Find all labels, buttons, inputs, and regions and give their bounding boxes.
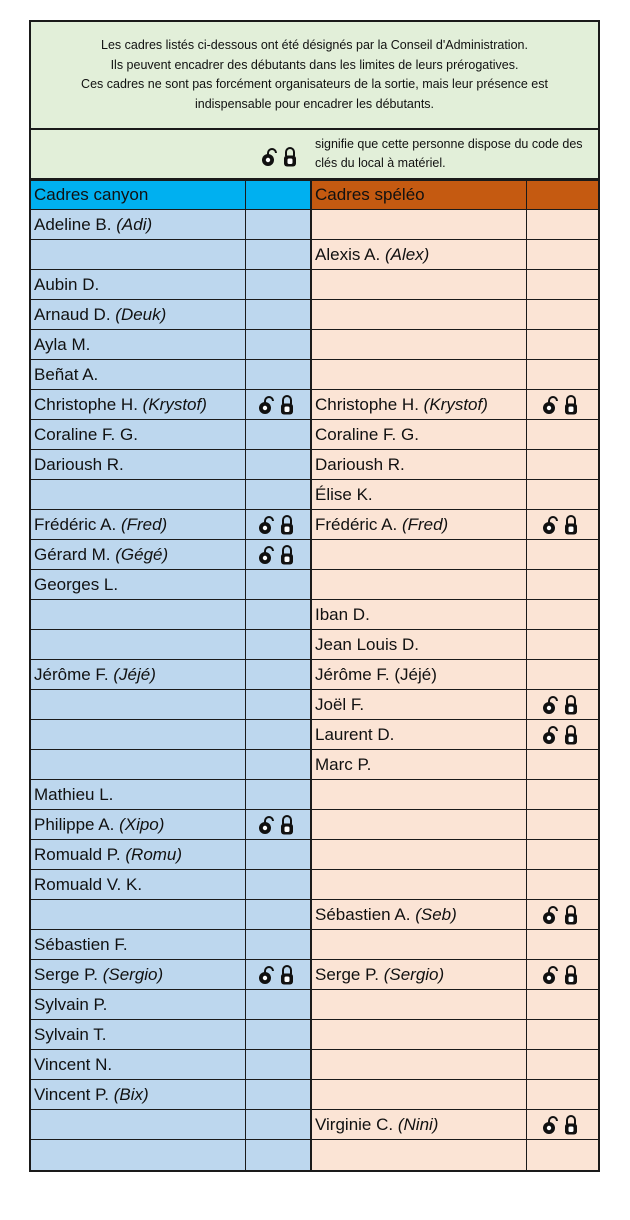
member-name: Christophe H. — [315, 394, 419, 414]
member-nickname: (Alex) — [384, 244, 430, 264]
table-row — [31, 1110, 598, 1140]
speleo-key-cell — [526, 540, 598, 570]
canyon-name-cell — [31, 840, 245, 870]
member-name: Jérôme F. — [34, 664, 109, 684]
member-nickname: (Seb) — [415, 904, 457, 924]
member-name: Mathieu L. — [34, 784, 114, 804]
speleo-name-cell — [311, 930, 526, 960]
table-row — [31, 210, 598, 240]
table-row — [31, 360, 598, 390]
speleo-key-cell — [526, 750, 598, 780]
speleo-key-cell — [526, 1140, 598, 1170]
table-row — [31, 390, 598, 420]
speleo-key-cell — [526, 960, 598, 990]
member-name: Coraline F. G. — [315, 424, 419, 444]
padlocks-icon — [540, 395, 584, 415]
member-name: Beñat A. — [34, 364, 99, 384]
speleo-key-cell — [526, 210, 598, 240]
canyon-key-cell — [245, 390, 311, 420]
speleo-key-cell — [526, 840, 598, 870]
padlocks-icon — [540, 725, 584, 745]
speleo-name-cell — [311, 450, 526, 480]
intro-line: Ces cadres ne sont pas forcément organisateurs de la sortie, mais leur présence est — [81, 77, 548, 91]
speleo-key-cell — [526, 690, 598, 720]
canyon-key-cell — [245, 570, 311, 600]
speleo-key-cell — [526, 240, 598, 270]
canyon-name-cell — [31, 450, 245, 480]
member-name: Philippe A. — [34, 814, 115, 834]
table-row — [31, 1020, 598, 1050]
canyon-name-cell — [31, 420, 245, 450]
member-nickname: (Sergio) — [102, 964, 164, 984]
canyon-name-cell — [31, 330, 245, 360]
member-name: Frédéric A. — [34, 514, 117, 534]
speleo-name-cell — [311, 540, 526, 570]
canyon-name-cell — [31, 360, 245, 390]
canyon-name-cell — [31, 600, 245, 630]
canyon-name-cell — [31, 690, 245, 720]
table-row — [31, 780, 598, 810]
canyon-name-cell — [31, 780, 245, 810]
member-name: Alexis A. — [315, 244, 381, 264]
table-row — [31, 660, 598, 690]
speleo-name-cell — [311, 1140, 526, 1170]
speleo-name-cell — [311, 360, 526, 390]
member-name: Romuald P. — [34, 844, 121, 864]
table-row — [31, 270, 598, 300]
padlocks-icon — [540, 965, 584, 985]
speleo-name-cell — [311, 1080, 526, 1110]
member-nickname: (Deuk) — [115, 304, 167, 324]
table-row — [31, 510, 598, 540]
speleo-key-cell — [526, 870, 598, 900]
speleo-name-cell — [311, 750, 526, 780]
speleo-name-cell — [311, 570, 526, 600]
member-name: Frédéric A. — [315, 514, 398, 534]
speleo-name-cell — [311, 960, 526, 990]
canyon-key-cell — [245, 210, 311, 240]
canyon-key-cell — [245, 480, 311, 510]
member-name: Sylvain P. — [34, 994, 108, 1014]
member-name: Sylvain T. — [34, 1024, 107, 1044]
speleo-key-header — [526, 181, 598, 210]
canyon-name-cell — [31, 900, 245, 930]
canyon-name-cell — [31, 270, 245, 300]
canyon-key-cell — [245, 660, 311, 690]
canyon-key-cell — [245, 360, 311, 390]
speleo-name-cell — [311, 840, 526, 870]
member-name: Aubin D. — [34, 274, 100, 294]
member-name: Sébastien F. — [34, 934, 128, 954]
table-row — [31, 1080, 598, 1110]
member-nickname: (Adi) — [116, 214, 153, 234]
member-name: Gérard M. — [34, 544, 111, 564]
member-nickname: (Gégé) — [115, 544, 169, 564]
speleo-name-cell — [311, 330, 526, 360]
member-name: Laurent D. — [315, 724, 395, 744]
canyon-name-cell — [31, 1110, 245, 1140]
table-row — [31, 900, 598, 930]
speleo-key-cell — [526, 930, 598, 960]
padlocks-icon — [256, 545, 300, 565]
padlocks-icon — [256, 815, 300, 835]
member-name: Vincent P. — [34, 1084, 109, 1104]
legend-text: signifie que cette personne dispose du code des clés du local à matériel. — [315, 137, 583, 170]
canyon-name-cell — [31, 630, 245, 660]
intro-line: Ils peuvent encadrer des débutants dans les limites de leurs prérogatives. — [110, 57, 519, 72]
member-name: Arnaud D. — [34, 304, 111, 324]
legend — [31, 130, 598, 180]
speleo-name-cell — [311, 690, 526, 720]
padlocks-icon — [540, 905, 584, 925]
canyon-name-cell — [31, 720, 245, 750]
canyon-key-cell — [245, 450, 311, 480]
canyon-name-cell — [31, 390, 245, 420]
table-row — [31, 600, 598, 630]
canyon-name-cell — [31, 570, 245, 600]
canyon-key-cell — [245, 1080, 311, 1110]
canyon-name-cell — [31, 1050, 245, 1080]
table-row — [31, 420, 598, 450]
table-row — [31, 1140, 598, 1170]
member-nickname: (Nini) — [397, 1114, 439, 1134]
speleo-key-cell — [526, 1110, 598, 1140]
member-name: Coraline F. G. — [34, 424, 138, 444]
member-name: Darioush R. — [315, 454, 405, 474]
member-name: Adeline B. — [34, 214, 112, 234]
speleo-key-cell — [526, 990, 598, 1020]
speleo-name-cell — [311, 1050, 526, 1080]
canyon-name-cell — [31, 750, 245, 780]
canyon-name-cell — [31, 480, 245, 510]
speleo-key-cell — [526, 570, 598, 600]
canyon-key-cell — [245, 930, 311, 960]
canyon-name-cell — [31, 1080, 245, 1110]
member-name: Christophe H. — [34, 394, 138, 414]
canyon-name-cell — [31, 210, 245, 240]
cadres-sheet — [29, 20, 600, 1172]
speleo-name-cell — [311, 780, 526, 810]
canyon-key-cell — [245, 330, 311, 360]
cadres-table — [31, 180, 598, 1170]
speleo-key-cell — [526, 1080, 598, 1110]
canyon-name-cell — [31, 990, 245, 1020]
speleo-key-cell — [526, 1050, 598, 1080]
table-row — [31, 720, 598, 750]
canyon-key-cell — [245, 510, 311, 540]
member-name: Ayla M. — [34, 334, 91, 354]
canyon-key-cell — [245, 870, 311, 900]
speleo-name-cell — [311, 510, 526, 540]
canyon-key-cell — [245, 540, 311, 570]
canyon-key-cell — [245, 840, 311, 870]
member-nickname: (Krystof) — [142, 394, 207, 414]
canyon-key-cell — [245, 420, 311, 450]
table-row — [31, 750, 598, 780]
canyon-name-cell — [31, 930, 245, 960]
canyon-key-cell — [245, 960, 311, 990]
speleo-key-cell — [526, 780, 598, 810]
canyon-name-cell — [31, 1140, 245, 1170]
speleo-name-cell — [311, 870, 526, 900]
padlocks-icon — [256, 965, 300, 985]
canyon-name-cell — [31, 540, 245, 570]
table-row — [31, 870, 598, 900]
table-row — [31, 330, 598, 360]
padlocks-icon — [540, 515, 584, 535]
canyon-name-cell — [31, 870, 245, 900]
canyon-key-cell — [245, 1050, 311, 1080]
canyon-name-cell — [31, 810, 245, 840]
speleo-key-cell — [526, 270, 598, 300]
speleo-key-cell — [526, 660, 598, 690]
table-row — [31, 300, 598, 330]
padlocks-icon — [256, 515, 300, 535]
member-name: Serge P. — [315, 964, 379, 984]
canyon-name-cell — [31, 1020, 245, 1050]
member-name: Romuald V. K. — [34, 874, 143, 894]
speleo-key-cell — [526, 390, 598, 420]
canyon-name-cell — [31, 960, 245, 990]
speleo-key-cell — [526, 360, 598, 390]
speleo-name-cell — [311, 990, 526, 1020]
member-name: Sébastien A. — [315, 904, 411, 924]
padlocks-icon — [259, 147, 303, 167]
canyon-key-cell — [245, 240, 311, 270]
member-nickname: (Sergio) — [383, 964, 445, 984]
member-name: Joël F. — [315, 694, 365, 714]
canyon-key-cell — [245, 270, 311, 300]
canyon-key-cell — [245, 1110, 311, 1140]
padlocks-icon — [540, 695, 584, 715]
speleo-name-cell — [311, 1110, 526, 1140]
speleo-key-cell — [526, 510, 598, 540]
member-name: Jérôme F. (Jéjé) — [315, 664, 437, 684]
table-row — [31, 240, 598, 270]
speleo-name-cell — [311, 480, 526, 510]
member-nickname: (Jéjé) — [113, 664, 156, 684]
table-row — [31, 930, 598, 960]
speleo-key-cell — [526, 330, 598, 360]
speleo-key-cell — [526, 900, 598, 930]
speleo-name-cell — [311, 900, 526, 930]
table-row — [31, 960, 598, 990]
member-name: Serge P. — [34, 964, 98, 984]
intro-note — [31, 22, 598, 130]
speleo-key-cell — [526, 1020, 598, 1050]
member-name: Virginie C. — [315, 1114, 394, 1134]
speleo-name-cell — [311, 390, 526, 420]
canyon-key-header — [245, 181, 311, 210]
member-name: Georges L. — [34, 574, 119, 594]
speleo-name-cell — [311, 630, 526, 660]
canyon-key-cell — [245, 810, 311, 840]
speleo-name-cell — [311, 210, 526, 240]
speleo-name-cell — [311, 420, 526, 450]
table-row — [31, 690, 598, 720]
canyon-name-cell — [31, 660, 245, 690]
canyon-key-cell — [245, 600, 311, 630]
speleo-name-cell — [311, 270, 526, 300]
member-nickname: (Romu) — [125, 844, 183, 864]
canyon-key-cell — [245, 300, 311, 330]
canyon-key-cell — [245, 1140, 311, 1170]
canyon-key-cell — [245, 1020, 311, 1050]
speleo-key-cell — [526, 720, 598, 750]
table-row — [31, 990, 598, 1020]
member-name: Darioush R. — [34, 454, 124, 474]
member-nickname: (Fred) — [120, 514, 168, 534]
canyon-name-cell — [31, 300, 245, 330]
member-name: Vincent N. — [34, 1054, 113, 1074]
speleo-name-cell — [311, 1020, 526, 1050]
speleo-key-cell — [526, 480, 598, 510]
member-nickname: (Fred) — [401, 514, 449, 534]
intro-line: Les cadres listés ci-dessous ont été désignés par la Conseil d'Administration. — [101, 38, 528, 52]
canyon-key-cell — [245, 990, 311, 1020]
member-nickname: (Xipo) — [119, 814, 165, 834]
speleo-name-cell — [311, 720, 526, 750]
speleo-key-cell — [526, 600, 598, 630]
padlocks-icon — [540, 1115, 584, 1135]
table-row — [31, 480, 598, 510]
speleo-name-cell — [311, 600, 526, 630]
speleo-key-cell — [526, 630, 598, 660]
speleo-name-cell — [311, 240, 526, 270]
speleo-key-cell — [526, 300, 598, 330]
speleo-name-cell — [311, 660, 526, 690]
table-row — [31, 570, 598, 600]
member-name: Marc P. — [315, 754, 372, 774]
canyon-name-cell — [31, 240, 245, 270]
speleo-key-cell — [526, 420, 598, 450]
padlocks-icon — [256, 395, 300, 415]
canyon-key-cell — [245, 780, 311, 810]
speleo-key-cell — [526, 450, 598, 480]
table-row — [31, 630, 598, 660]
speleo-name-cell — [311, 300, 526, 330]
member-nickname: (Krystof) — [423, 394, 488, 414]
canyon-header: Cadres canyon — [31, 181, 245, 210]
member-name: Jean Louis D. — [315, 634, 419, 654]
table-row — [31, 1050, 598, 1080]
member-name: Élise K. — [315, 484, 373, 504]
table-row — [31, 840, 598, 870]
canyon-key-cell — [245, 750, 311, 780]
table-row — [31, 450, 598, 480]
member-name: Iban D. — [315, 604, 370, 624]
member-nickname: (Bix) — [113, 1084, 149, 1104]
speleo-header: Cadres spéléo — [311, 181, 526, 210]
canyon-key-cell — [245, 720, 311, 750]
canyon-key-cell — [245, 900, 311, 930]
canyon-key-cell — [245, 690, 311, 720]
speleo-name-cell — [311, 810, 526, 840]
table-row — [31, 540, 598, 570]
speleo-key-cell — [526, 810, 598, 840]
canyon-key-cell — [245, 630, 311, 660]
canyon-name-cell — [31, 510, 245, 540]
table-row — [31, 810, 598, 840]
intro-line: indispensable pour encadrer les débutants. — [194, 96, 435, 111]
